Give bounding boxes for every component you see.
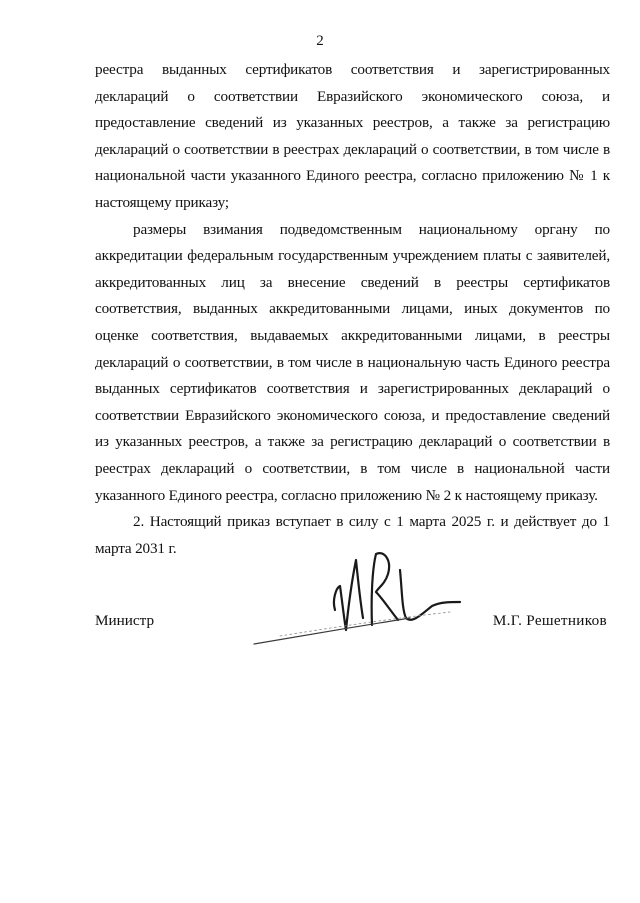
signer-name: М.Г. Решетников: [492, 612, 607, 629]
signer-title: Министр: [95, 612, 155, 629]
signature-block: [0, 540, 640, 660]
paragraph-continuation: реестра выданных сертификатов соответствия и зарегистрированных деклараций о соответствии Евразийского экономического союза, и предоставление сведений из указанных реестров, а также за регистрацию деклараций о соответствии в реестрах деклараций о соответствии, в том числе в национальной части указанного Единого реестра, согласно приложению № 1 к настоящему приказу;: [95, 61, 610, 211]
document-body: [95, 57, 610, 562]
page-number: 2: [316, 33, 324, 49]
paragraph-effective-date: 2. Настоящий приказ вступает в силу с 1 марта 2025 г. и действует до 1 марта 2031 г.: [95, 513, 610, 557]
handwritten-signature: [250, 540, 480, 650]
paragraph-fee-sizes: размеры взимания подведомственным национальному органу по аккредитации федеральным государственным учреждением платы с заявителей, аккредитованных лиц за внесение сведений в реестры сертификатов соответствия, выданных аккредитованными лицами, иных документов по оценке соответствия, выдаваемых аккредитованными лицами, в реестры деклараций о соответствии, в том числе в национальную часть Единого реестра выданных сертификатов соответствия и зарегистрированных деклараций о соответствии Евразийского экономического союза, и предоставление сведений из указанных реестров, а также за регистрацию деклараций о соответствии в реестрах деклараций о соответствии, в том числе в национальной части указанного Единого реестра, согласно приложению № 2 к настоящему приказу.: [95, 220, 610, 504]
